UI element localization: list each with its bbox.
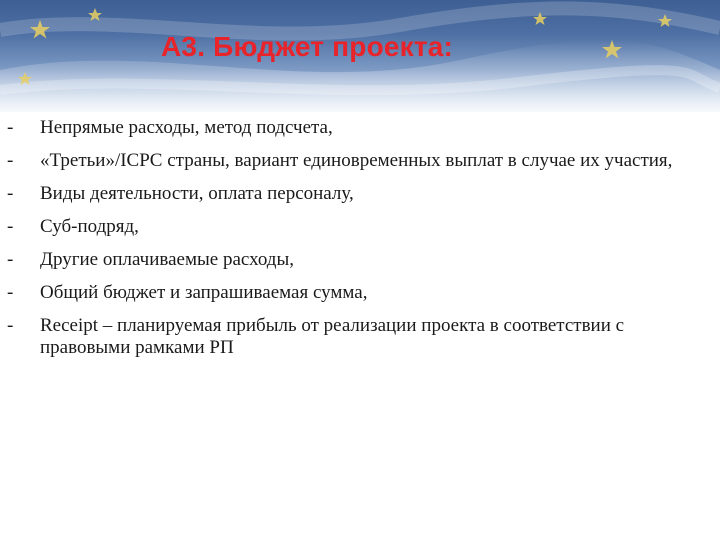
list-item: [7, 315, 713, 359]
list-item-text: Суб-подряд,: [40, 216, 139, 237]
list-item: [7, 216, 713, 238]
slide-title: А3. Бюджет проекта:: [161, 31, 454, 62]
list-item-text: Receipt – планируемая прибыль от реализации проекта в соответствии с правовыми рамками РП: [40, 315, 625, 358]
bullet-dash: -: [7, 183, 14, 204]
bullet-dash: -: [7, 150, 14, 171]
header-banner: [0, 0, 720, 112]
list-item: [7, 117, 713, 139]
list-item-text: «Третьи»/ICPC страны, вариант единовременных выплат в случае их участия,: [40, 150, 673, 171]
bullet-dash: -: [7, 117, 14, 138]
list-item: [7, 249, 713, 271]
bullet-dash: -: [7, 249, 14, 270]
list-item-text: Виды деятельности, оплата персоналу,: [40, 183, 354, 204]
list-item: [7, 282, 713, 304]
list-item-text: Общий бюджет и запрашиваемая сумма,: [40, 282, 368, 303]
list-item-text: Другие оплачиваемые расходы,: [40, 249, 294, 270]
bullet-dash: -: [7, 315, 14, 336]
bullet-dash: -: [7, 282, 14, 303]
bullet-dash: -: [7, 216, 14, 237]
list-item: [7, 183, 713, 205]
list-item-text: Непрямые расходы, метод подсчета,: [40, 117, 333, 138]
bullet-list: [7, 117, 713, 370]
list-item: [7, 150, 713, 172]
